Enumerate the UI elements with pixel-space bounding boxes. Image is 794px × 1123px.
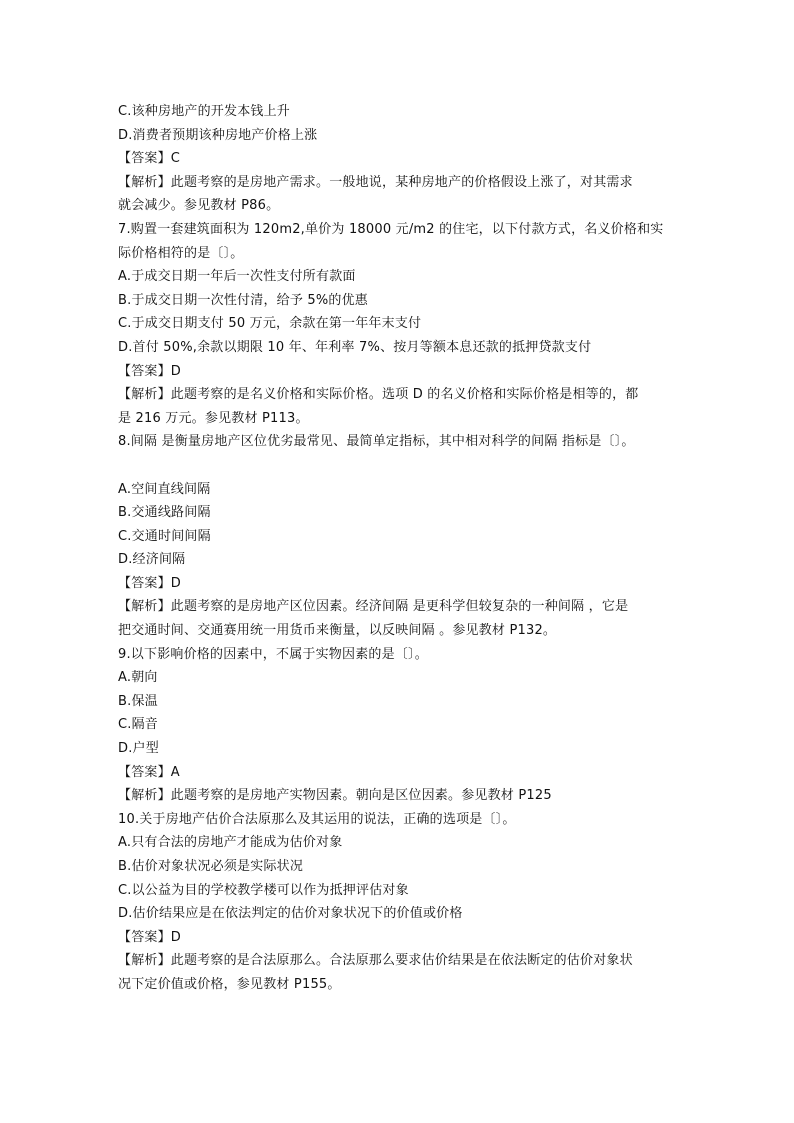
blank-line [118,454,688,478]
explanation-q10-line2: 况下定价值或价格，参见教材 P155。 [118,976,341,992]
option-c-q6: C.该种房地产的开发本钱上升 [118,104,291,119]
explanation-q9: 【解析】此题考察的是房地产实物因素。朝向是区位因素。参见教材 P125 [118,788,552,804]
option-d-q8: D.经济间隔 [118,552,186,568]
option-b-q7: B.于成交日期一次性付清，给予 5%的优惠 [118,292,369,308]
explanation-q6-line1: 【解析】此题考察的是房地产需求。一般地说，某种房地产的价格假设上涨了，对其需求 [118,174,633,190]
question-8: 8.间隔 是衡量房地产区位优劣最常见、最简单定指标，其中相对科学的间隔 指标是〔〕。 [118,434,635,450]
option-b-q9: B.保温 [118,693,158,709]
answer-q8: 【答案】D [118,575,182,591]
explanation-q7-line2: 是 216 万元。参见教材 P113。 [118,410,309,426]
explanation-q8-line1: 【解析】此题考察的是房地产区位因素。经济间隔 是更科学但较复杂的一种间隔 ，它是 [118,599,629,615]
option-b-q10: B.估价对象状况必须是实际状况 [118,859,304,874]
option-b-q8: B.交通线路间隔 [118,505,211,521]
answer-q10: 【答案】D [118,929,182,945]
question-9: 9.以下影响价格的因素中，不属于实物因素的是〔〕。 [118,646,428,662]
option-d-q9: D.户型 [118,741,159,757]
question-7-line1: 7.购置一套建筑面积为 120m2,单价为 18000 元/m2 的住宅，以下付款方式，名义价格和实 [118,221,664,237]
question-7-line2: 际价格相符的是〔〕。 [118,245,244,261]
answer-q6: 【答案】C [118,151,181,167]
answer-q9: 【答案】A [118,764,180,780]
option-a-q8: A.空间直线间隔 [118,481,211,497]
option-a-q10: A.只有合法的房地产才能成为估价对象 [118,835,343,851]
explanation-q10-line1: 【解析】此题考察的是合法原那么。合法原那么要求估价结果是在依法断定的估价对象状 [118,953,633,969]
option-a-q9: A.朝向 [118,670,158,686]
option-c-q8: C.交通时间间隔 [118,528,211,544]
option-c-q7: C.于成交日期支付 50 万元，余款在第一年年末支付 [118,316,422,332]
question-10: 10.关于房地产估价合法原那么及其运用的说法，正确的选项是〔〕。 [118,811,516,827]
answer-q7: 【答案】D [118,363,182,379]
option-c-q10: C.以公益为目的学校教学楼可以作为抵押评估对象 [118,882,409,898]
document-page [118,100,688,997]
option-c-q9: C.隔音 [118,717,159,733]
explanation-q8-line2: 把交通时间、交通赛用统一用货币来衡量，以反映间隔 。参见教材 P132。 [118,623,557,639]
option-d-q6: D.消费者预期该种房地产价格上涨 [118,127,318,143]
explanation-q7-line1: 【解析】此题考察的是名义价格和实际价格。选项 D 的名义价格和实际价格是相等的，都 [118,387,639,403]
option-d-q7: D.首付 50%,余款以期限 10 年、年利率 7%、按月等额本息还款的抵押贷款支付 [118,339,592,355]
option-a-q7: A.于成交日期一年后一次性支付所有款面 [118,269,356,285]
explanation-q6-line2: 就会减少。参见教材 P86。 [118,198,280,214]
option-d-q10: D.估价结果应是在依法判定的估价对象状况下的价值或价格 [118,906,463,922]
